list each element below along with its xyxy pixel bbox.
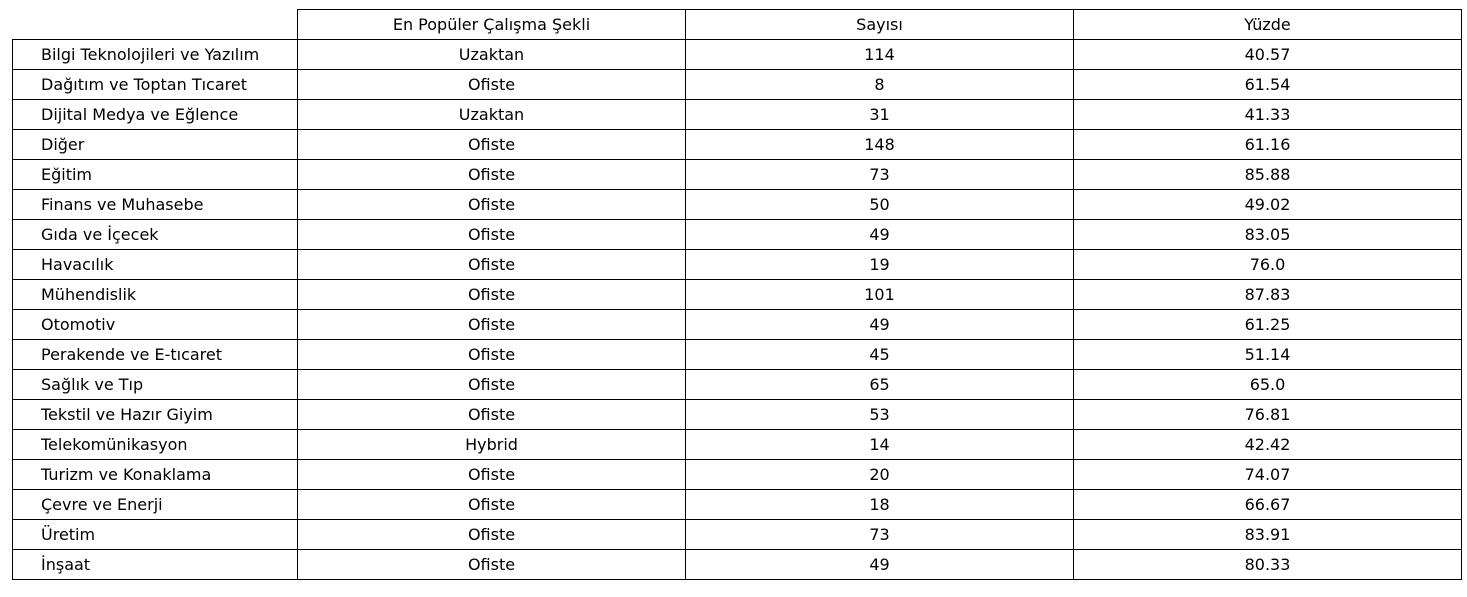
table-row — [13, 190, 1462, 220]
mode-cell: Ofiste — [298, 280, 686, 310]
row-label-cell: Üretim — [13, 520, 298, 550]
table-body — [13, 40, 1462, 580]
row-label-cell: Finans ve Muhasebe — [13, 190, 298, 220]
table-row — [13, 70, 1462, 100]
count-cell: 148 — [686, 130, 1074, 160]
row-label-cell: Sağlık ve Tıp — [13, 370, 298, 400]
column-header-percent: Yüzde — [1074, 10, 1462, 40]
row-label-cell: Çevre ve Enerji — [13, 490, 298, 520]
row-label-cell: İnşaat — [13, 550, 298, 580]
count-cell: 18 — [686, 490, 1074, 520]
count-cell: 45 — [686, 340, 1074, 370]
table-row — [13, 100, 1462, 130]
count-cell: 114 — [686, 40, 1074, 70]
count-cell: 49 — [686, 550, 1074, 580]
corner-cell — [13, 10, 298, 40]
column-header-mode: En Popüler Çalışma Şekli — [298, 10, 686, 40]
percent-cell: 61.54 — [1074, 70, 1462, 100]
table-row — [13, 400, 1462, 430]
mode-cell: Uzaktan — [298, 40, 686, 70]
table-row — [13, 280, 1462, 310]
count-cell: 19 — [686, 250, 1074, 280]
table-row — [13, 460, 1462, 490]
mode-cell: Hybrid — [298, 430, 686, 460]
data-table — [12, 9, 1462, 580]
mode-cell: Ofiste — [298, 490, 686, 520]
count-cell: 49 — [686, 310, 1074, 340]
percent-cell: 85.88 — [1074, 160, 1462, 190]
count-cell: 65 — [686, 370, 1074, 400]
count-cell: 8 — [686, 70, 1074, 100]
count-cell: 31 — [686, 100, 1074, 130]
row-label-cell: Otomotiv — [13, 310, 298, 340]
percent-cell: 80.33 — [1074, 550, 1462, 580]
percent-cell: 66.67 — [1074, 490, 1462, 520]
row-label-cell: Gıda ve İçecek — [13, 220, 298, 250]
row-label-cell: Bilgi Teknolojileri ve Yazılım — [13, 40, 298, 70]
table-row — [13, 370, 1462, 400]
percent-cell: 83.91 — [1074, 520, 1462, 550]
percent-cell: 61.16 — [1074, 130, 1462, 160]
mode-cell: Uzaktan — [298, 100, 686, 130]
percent-cell: 87.83 — [1074, 280, 1462, 310]
percent-cell: 49.02 — [1074, 190, 1462, 220]
table-row — [13, 490, 1462, 520]
row-label-cell: Havacılık — [13, 250, 298, 280]
row-label-cell: Eğitim — [13, 160, 298, 190]
count-cell: 73 — [686, 160, 1074, 190]
row-label-cell: Perakende ve E-tıcaret — [13, 340, 298, 370]
mode-cell: Ofiste — [298, 130, 686, 160]
data-table-container — [12, 9, 1462, 580]
mode-cell: Ofiste — [298, 160, 686, 190]
count-cell: 50 — [686, 190, 1074, 220]
table-row — [13, 250, 1462, 280]
table-row — [13, 430, 1462, 460]
percent-cell: 76.81 — [1074, 400, 1462, 430]
mode-cell: Ofiste — [298, 340, 686, 370]
mode-cell: Ofiste — [298, 460, 686, 490]
header-row — [13, 10, 1462, 40]
column-header-count: Sayısı — [686, 10, 1074, 40]
row-label-cell: Mühendislik — [13, 280, 298, 310]
table-row — [13, 520, 1462, 550]
table-row — [13, 160, 1462, 190]
mode-cell: Ofiste — [298, 400, 686, 430]
row-label-cell: Turizm ve Konaklama — [13, 460, 298, 490]
table-row — [13, 130, 1462, 160]
count-cell: 14 — [686, 430, 1074, 460]
percent-cell: 76.0 — [1074, 250, 1462, 280]
row-label-cell: Tekstil ve Hazır Giyim — [13, 400, 298, 430]
mode-cell: Ofiste — [298, 220, 686, 250]
mode-cell: Ofiste — [298, 550, 686, 580]
mode-cell: Ofiste — [298, 70, 686, 100]
row-label-cell: Diğer — [13, 130, 298, 160]
row-label-cell: Dağıtım ve Toptan Tıcaret — [13, 70, 298, 100]
mode-cell: Ofiste — [298, 520, 686, 550]
percent-cell: 61.25 — [1074, 310, 1462, 340]
count-cell: 73 — [686, 520, 1074, 550]
mode-cell: Ofiste — [298, 310, 686, 340]
percent-cell: 65.0 — [1074, 370, 1462, 400]
table-row — [13, 340, 1462, 370]
row-label-cell: Dijital Medya ve Eğlence — [13, 100, 298, 130]
percent-cell: 40.57 — [1074, 40, 1462, 70]
table-row — [13, 550, 1462, 580]
table-row — [13, 40, 1462, 70]
mode-cell: Ofiste — [298, 190, 686, 220]
percent-cell: 51.14 — [1074, 340, 1462, 370]
table-row — [13, 310, 1462, 340]
percent-cell: 83.05 — [1074, 220, 1462, 250]
percent-cell: 42.42 — [1074, 430, 1462, 460]
mode-cell: Ofiste — [298, 250, 686, 280]
row-label-cell: Telekomünikasyon — [13, 430, 298, 460]
percent-cell: 41.33 — [1074, 100, 1462, 130]
count-cell: 49 — [686, 220, 1074, 250]
count-cell: 20 — [686, 460, 1074, 490]
count-cell: 53 — [686, 400, 1074, 430]
count-cell: 101 — [686, 280, 1074, 310]
table-row — [13, 220, 1462, 250]
mode-cell: Ofiste — [298, 370, 686, 400]
percent-cell: 74.07 — [1074, 460, 1462, 490]
